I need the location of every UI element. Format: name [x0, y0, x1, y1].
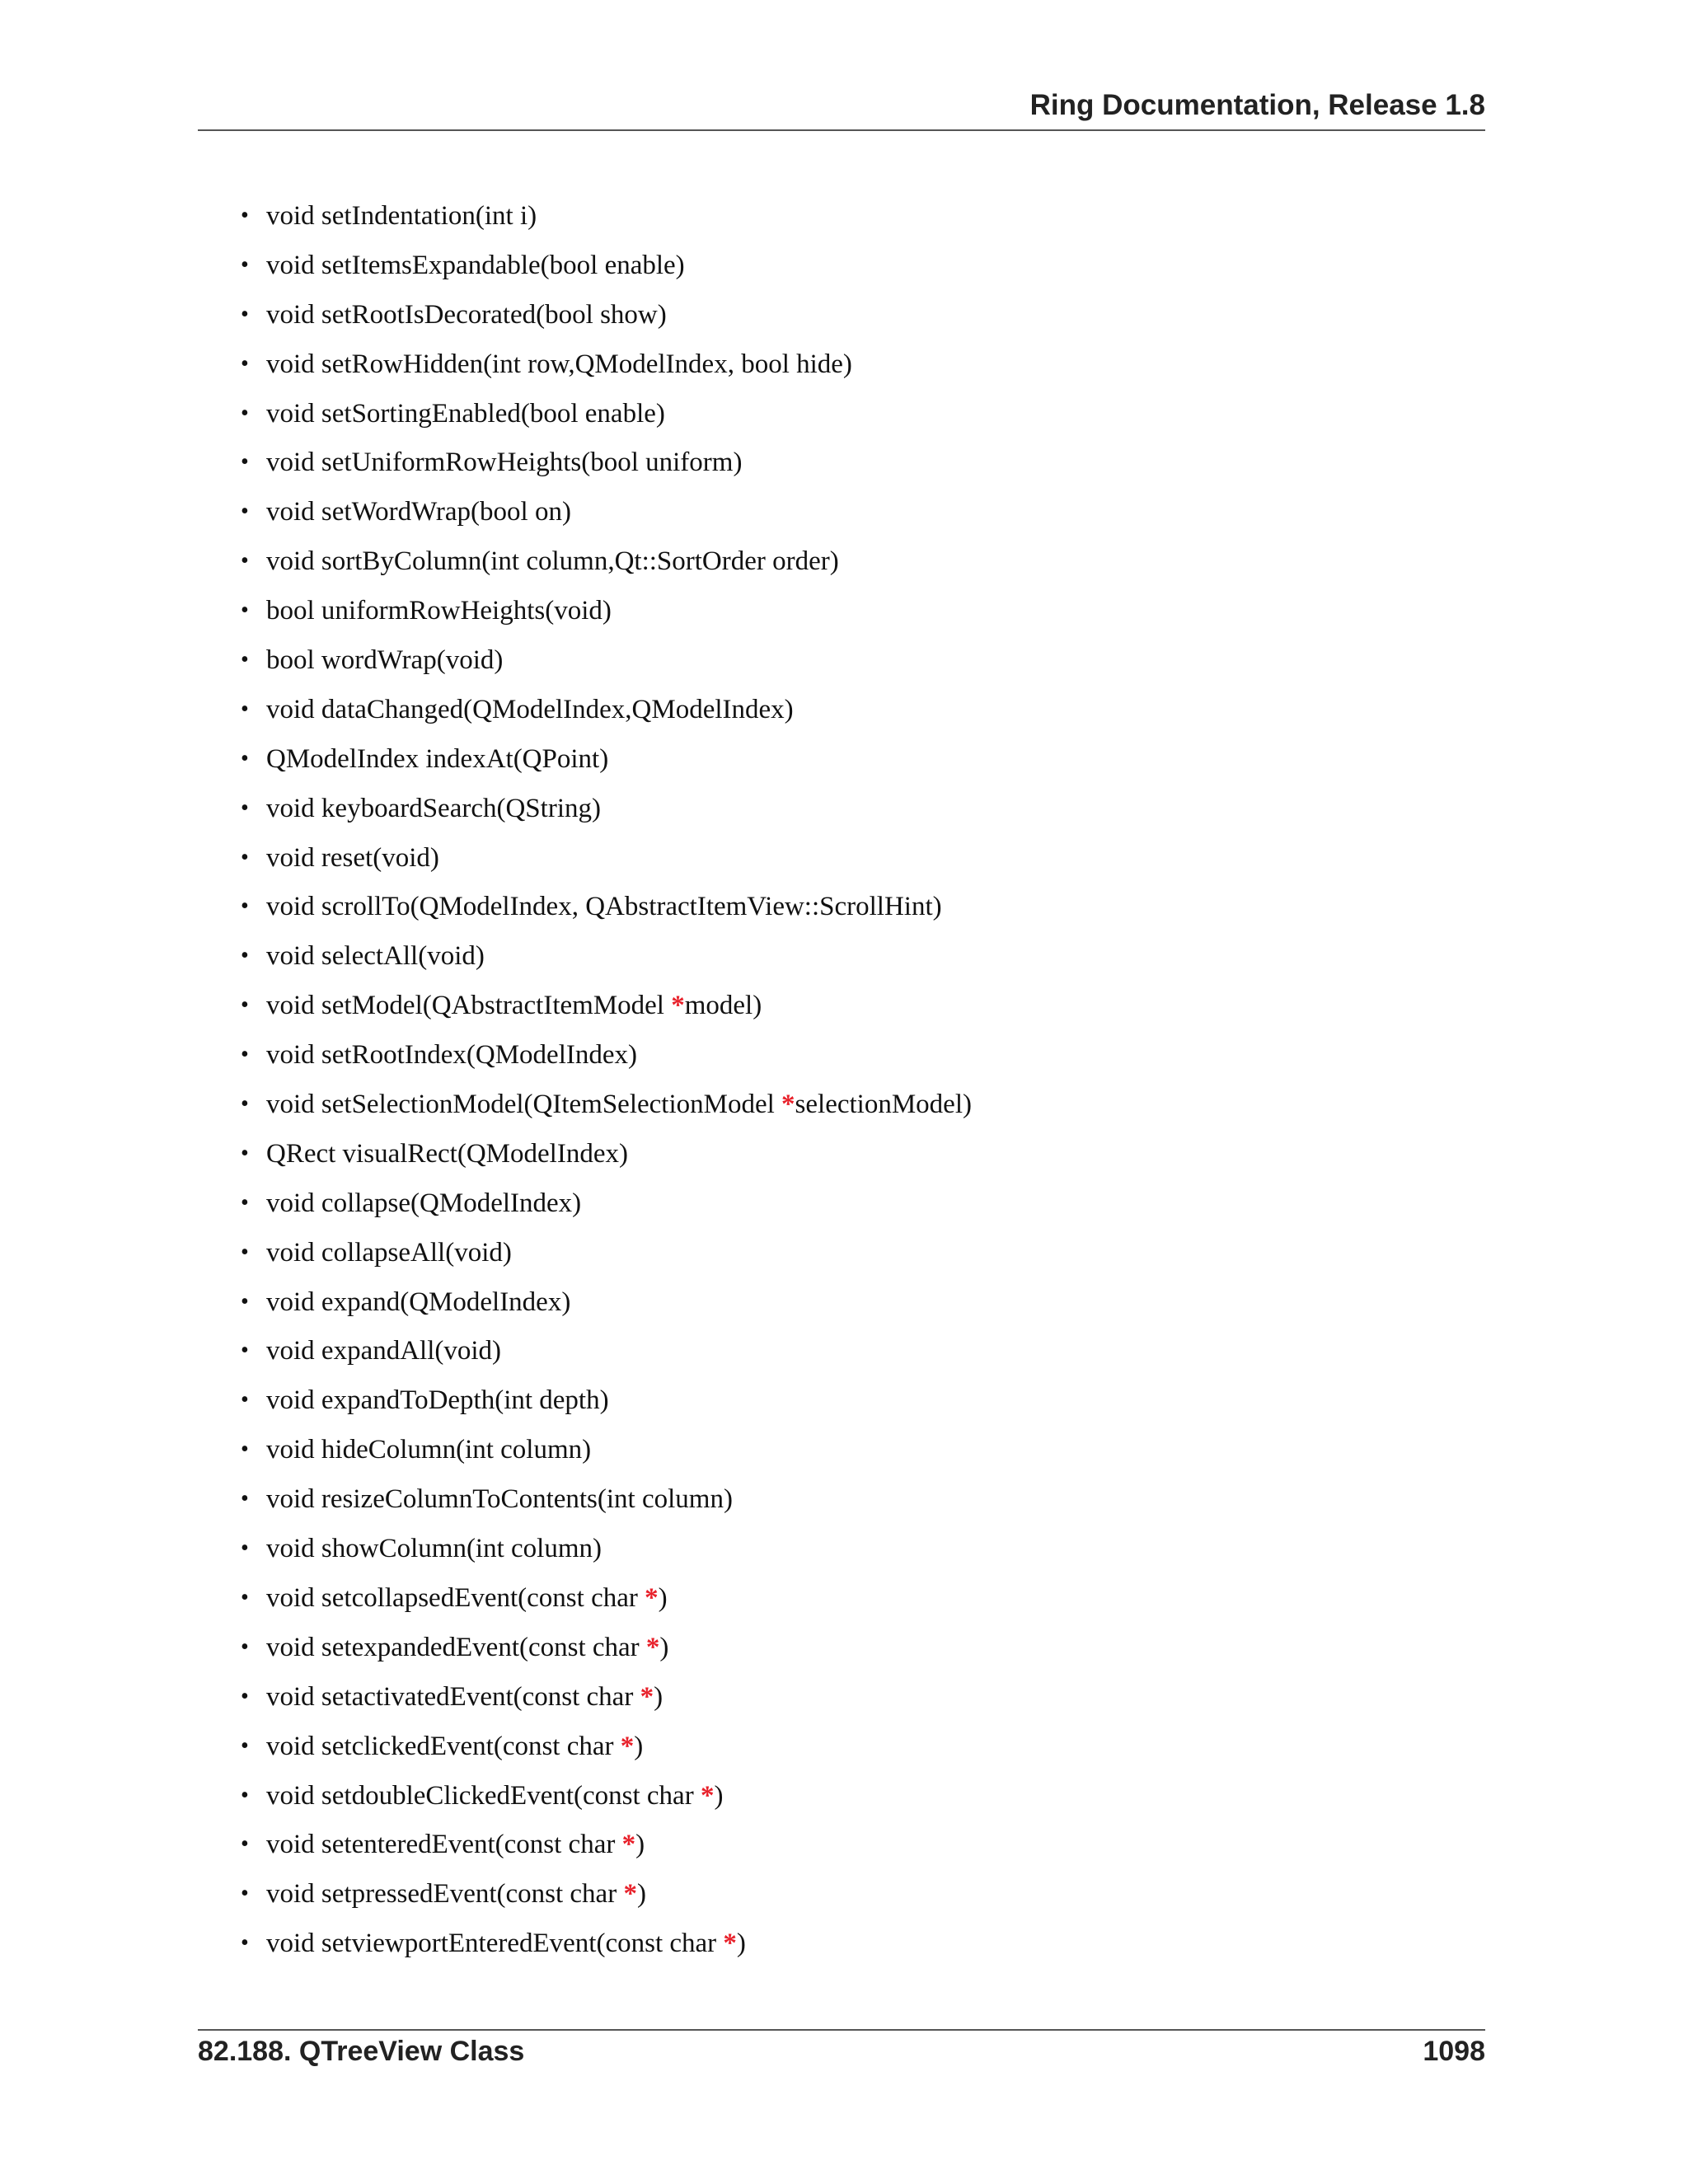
method-signature: void setRootIndex(QModelIndex) — [266, 1040, 637, 1071]
method-list-item — [0, 784, 972, 833]
method-signature-tail: ) — [714, 1780, 724, 1811]
bullet-icon: • — [241, 893, 249, 920]
method-signature: void resizeColumnToContents(int column) — [266, 1484, 733, 1515]
bullet-icon: • — [241, 943, 249, 969]
method-signature: void setWordWrap(bool on) — [266, 497, 571, 527]
method-signature: QModelIndex indexAt(QPoint) — [266, 743, 609, 774]
pointer-asterisk: * — [671, 991, 685, 1021]
method-list-item — [0, 389, 972, 438]
method-list-item — [0, 1277, 972, 1327]
bullet-icon: • — [241, 1486, 249, 1512]
method-signature: void setModel(QAbstractItemModel — [266, 991, 672, 1021]
bullet-icon: • — [241, 844, 249, 870]
running-header: Ring Documentation, Release 1.8 — [1029, 89, 1485, 121]
method-signature-tail: ) — [658, 1582, 668, 1613]
method-list-item — [0, 1228, 972, 1277]
method-signature: void setSortingEnabled(bool enable) — [266, 398, 665, 429]
method-signature: void setSelectionModel(QItemSelectionModel — [266, 1090, 782, 1120]
method-signature: void expand(QModelIndex) — [266, 1286, 571, 1317]
method-signature: void expandToDepth(int depth) — [266, 1385, 609, 1416]
method-signature: void setviewportEnteredEvent(const char — [266, 1929, 724, 1959]
bullet-icon: • — [241, 1633, 249, 1660]
method-list-item — [0, 1326, 972, 1376]
method-signature-tail: ) — [636, 1879, 646, 1910]
bullet-icon: • — [241, 1239, 249, 1265]
method-list-item — [0, 1524, 972, 1573]
method-list-item — [0, 340, 972, 389]
pointer-asterisk: * — [621, 1830, 636, 1860]
method-signature: void expandAll(void) — [266, 1336, 502, 1366]
method-list-item — [0, 1474, 972, 1524]
bullet-icon: • — [241, 1930, 249, 1957]
method-list-item — [0, 1376, 972, 1425]
bullet-icon: • — [241, 1338, 249, 1364]
method-signature: void setIndentation(int i) — [266, 201, 537, 231]
bullet-icon: • — [241, 548, 249, 574]
method-signature: void setpressedEvent(const char — [266, 1879, 624, 1910]
bullet-icon: • — [241, 1189, 249, 1216]
bullet-icon: • — [241, 1436, 249, 1463]
method-list-item — [0, 1722, 972, 1771]
footer-section-title: 82.188. QTreeView Class — [198, 2036, 525, 2067]
method-list-item — [0, 1129, 972, 1179]
pointer-asterisk: * — [781, 1090, 795, 1120]
method-signature-tail: ) — [736, 1929, 746, 1959]
method-list-item — [0, 1771, 972, 1821]
method-signature: void setRootIsDecorated(bool show) — [266, 299, 667, 330]
bullet-icon: • — [241, 1683, 249, 1709]
method-list-item — [0, 882, 972, 931]
method-list-item — [0, 241, 972, 290]
bullet-icon: • — [241, 647, 249, 673]
method-list-item — [0, 1623, 972, 1672]
bullet-icon: • — [241, 1091, 249, 1118]
method-signature: void setclickedEvent(const char — [266, 1731, 621, 1761]
method-list-item — [0, 1425, 972, 1474]
method-list-item — [0, 1672, 972, 1722]
bullet-icon: • — [241, 251, 249, 278]
bullet-icon: • — [241, 1288, 249, 1315]
method-signature: void setItemsExpandable(bool enable) — [266, 250, 685, 280]
bullet-icon: • — [241, 1042, 249, 1068]
method-signature: void reset(void) — [266, 842, 439, 873]
method-list-item — [0, 981, 972, 1030]
method-signature-tail: ) — [634, 1731, 644, 1761]
method-list-item — [0, 1080, 972, 1129]
method-list-item — [0, 931, 972, 981]
bullet-icon: • — [241, 1140, 249, 1166]
bullet-icon: • — [241, 1881, 249, 1907]
method-signature: bool wordWrap(void) — [266, 645, 504, 676]
method-list-item — [0, 586, 972, 635]
bullet-icon: • — [241, 301, 249, 327]
bullet-icon: • — [241, 1732, 249, 1759]
method-signature: void collapseAll(void) — [266, 1237, 512, 1268]
method-list-item — [0, 191, 972, 241]
bullet-icon: • — [241, 350, 249, 377]
bullet-icon: • — [241, 1584, 249, 1610]
method-list-item — [0, 734, 972, 784]
method-signature: void setactivatedEvent(const char — [266, 1681, 640, 1712]
method-signature: QRect visualRect(QModelIndex) — [266, 1138, 628, 1169]
method-signature: void showColumn(int column) — [266, 1534, 602, 1564]
method-signature: void dataChanged(QModelIndex,QModelIndex) — [266, 694, 794, 724]
header-rule — [198, 129, 1485, 131]
method-list-item — [0, 1919, 972, 1968]
footer-rule — [198, 2029, 1485, 2031]
method-signature: void hideColumn(int column) — [266, 1435, 592, 1465]
pointer-asterisk: * — [700, 1780, 715, 1811]
method-signature-tail: selectionModel) — [795, 1090, 972, 1120]
method-signature: void collapse(QModelIndex) — [266, 1188, 582, 1218]
method-signature: void setcollapsedEvent(const char — [266, 1582, 645, 1613]
pointer-asterisk: * — [645, 1582, 659, 1613]
bullet-icon: • — [241, 992, 249, 1019]
method-signature-tail: ) — [654, 1681, 663, 1712]
bullet-icon: • — [241, 1831, 249, 1858]
method-list-item — [0, 487, 972, 537]
method-signature: void selectAll(void) — [266, 941, 485, 972]
method-signature-tail: model) — [684, 991, 762, 1021]
method-list-item — [0, 833, 972, 883]
method-signature: bool uniformRowHeights(void) — [266, 596, 612, 626]
method-list-item — [0, 1030, 972, 1080]
method-signature-tail: ) — [659, 1632, 669, 1662]
bullet-icon: • — [241, 1782, 249, 1808]
pointer-asterisk: * — [640, 1681, 654, 1712]
bullet-icon: • — [241, 400, 249, 426]
method-list-item — [0, 685, 972, 734]
method-list-item — [0, 290, 972, 340]
bullet-icon: • — [241, 203, 249, 228]
bullet-icon: • — [241, 1535, 249, 1562]
method-list-item — [0, 635, 972, 685]
method-list-item — [0, 438, 972, 487]
method-signature: void setdoubleClickedEvent(const char — [266, 1780, 701, 1811]
bullet-icon: • — [241, 449, 249, 476]
bullet-icon: • — [241, 598, 249, 624]
method-signature: void setUniformRowHeights(bool uniform) — [266, 448, 743, 478]
bullet-icon: • — [241, 696, 249, 722]
method-signature: void scrollTo(QModelIndex, QAbstractItemView::ScrollHint) — [266, 892, 942, 922]
method-signature: void setexpandedEvent(const char — [266, 1632, 646, 1662]
method-list — [0, 191, 972, 1968]
method-signature: void keyboardSearch(QString) — [266, 793, 601, 823]
bullet-icon: • — [241, 1387, 249, 1413]
method-list-item — [0, 1573, 972, 1623]
pointer-asterisk: * — [620, 1731, 635, 1761]
pointer-asterisk: * — [645, 1632, 660, 1662]
method-signature: void setRowHidden(int row,QModelIndex, bool hide) — [266, 349, 852, 379]
method-list-item — [0, 1869, 972, 1919]
pointer-asterisk: * — [623, 1879, 637, 1910]
method-list-item — [0, 1179, 972, 1228]
bullet-icon: • — [241, 499, 249, 525]
method-list-item — [0, 1820, 972, 1869]
method-list-item — [0, 537, 972, 586]
page-number: 1098 — [1423, 2036, 1485, 2067]
bullet-icon: • — [241, 794, 249, 821]
method-signature: void sortByColumn(int column,Qt::SortOrder order) — [266, 546, 839, 577]
method-signature-tail: ) — [635, 1830, 645, 1860]
pointer-asterisk: * — [723, 1929, 737, 1959]
method-signature: void setenteredEvent(const char — [266, 1830, 622, 1860]
bullet-icon: • — [241, 745, 249, 771]
